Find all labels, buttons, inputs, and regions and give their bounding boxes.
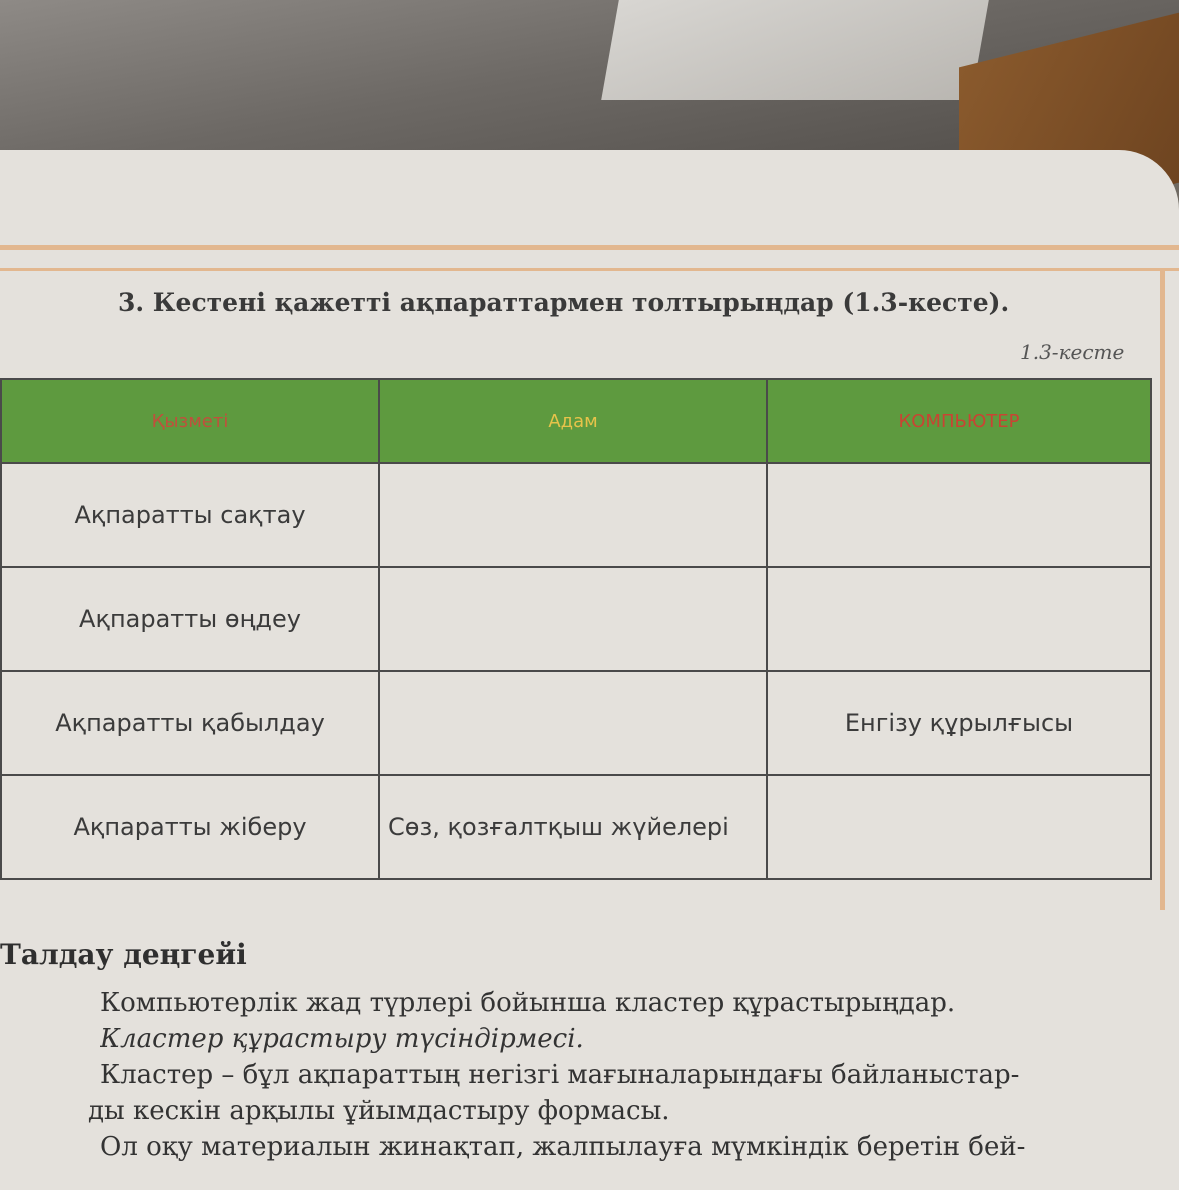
table-row bbox=[1, 775, 1151, 879]
background-box bbox=[601, 0, 989, 100]
decorative-band bbox=[0, 245, 1179, 271]
header-computer: КОМПЬЮТЕР bbox=[767, 379, 1151, 463]
cell-human[interactable] bbox=[379, 671, 767, 775]
cell-computer[interactable] bbox=[767, 775, 1151, 879]
cell-computer: Енгізу құрылғысы bbox=[767, 671, 1151, 775]
cell-computer[interactable] bbox=[767, 463, 1151, 567]
cell-human[interactable] bbox=[379, 567, 767, 671]
header-human: Адам bbox=[379, 379, 767, 463]
table-row bbox=[1, 463, 1151, 567]
body-line-definition-cont: ды кескін арқылы ұйымдастыру формасы. bbox=[88, 1096, 670, 1126]
table-row bbox=[1, 671, 1151, 775]
cell-computer[interactable] bbox=[767, 567, 1151, 671]
cell-function: Ақпаратты өңдеу bbox=[1, 567, 379, 671]
cell-human: Сөз, қозғалтқыш жүйелері bbox=[379, 775, 767, 879]
table-header-row bbox=[1, 379, 1151, 463]
body-line-definition: Кластер – бұл ақпараттың негізгі мағыналарындағы байланыстар- bbox=[100, 1060, 1020, 1090]
functions-table bbox=[0, 378, 1152, 880]
cell-function: Ақпаратты қабылдау bbox=[1, 671, 379, 775]
header-function: Қызметі bbox=[1, 379, 379, 463]
decorative-side-line bbox=[1160, 270, 1165, 910]
table-row bbox=[1, 567, 1151, 671]
body-line-task: Компьютерлік жад түрлері бойынша кластер құрастырыңдар. bbox=[100, 988, 956, 1018]
section-title: Талдау деңгейі bbox=[0, 938, 247, 971]
body-line-subtitle: Кластер құрастыру түсіндірмесі. bbox=[100, 1024, 584, 1054]
task-instruction: 3. Кестені қажетті ақпараттармен толтырыңдар (1.3-кесте). bbox=[118, 288, 1010, 317]
section-body bbox=[88, 985, 1160, 1165]
cell-function: Ақпаратты сақтау bbox=[1, 463, 379, 567]
body-line-description: Ол оқу материалын жинақтап, жалпылауға мүмкіндік беретін бей- bbox=[100, 1132, 1026, 1162]
cell-human[interactable] bbox=[379, 463, 767, 567]
table-caption: 1.3-кесте bbox=[1020, 340, 1125, 364]
cell-function: Ақпаратты жіберу bbox=[1, 775, 379, 879]
